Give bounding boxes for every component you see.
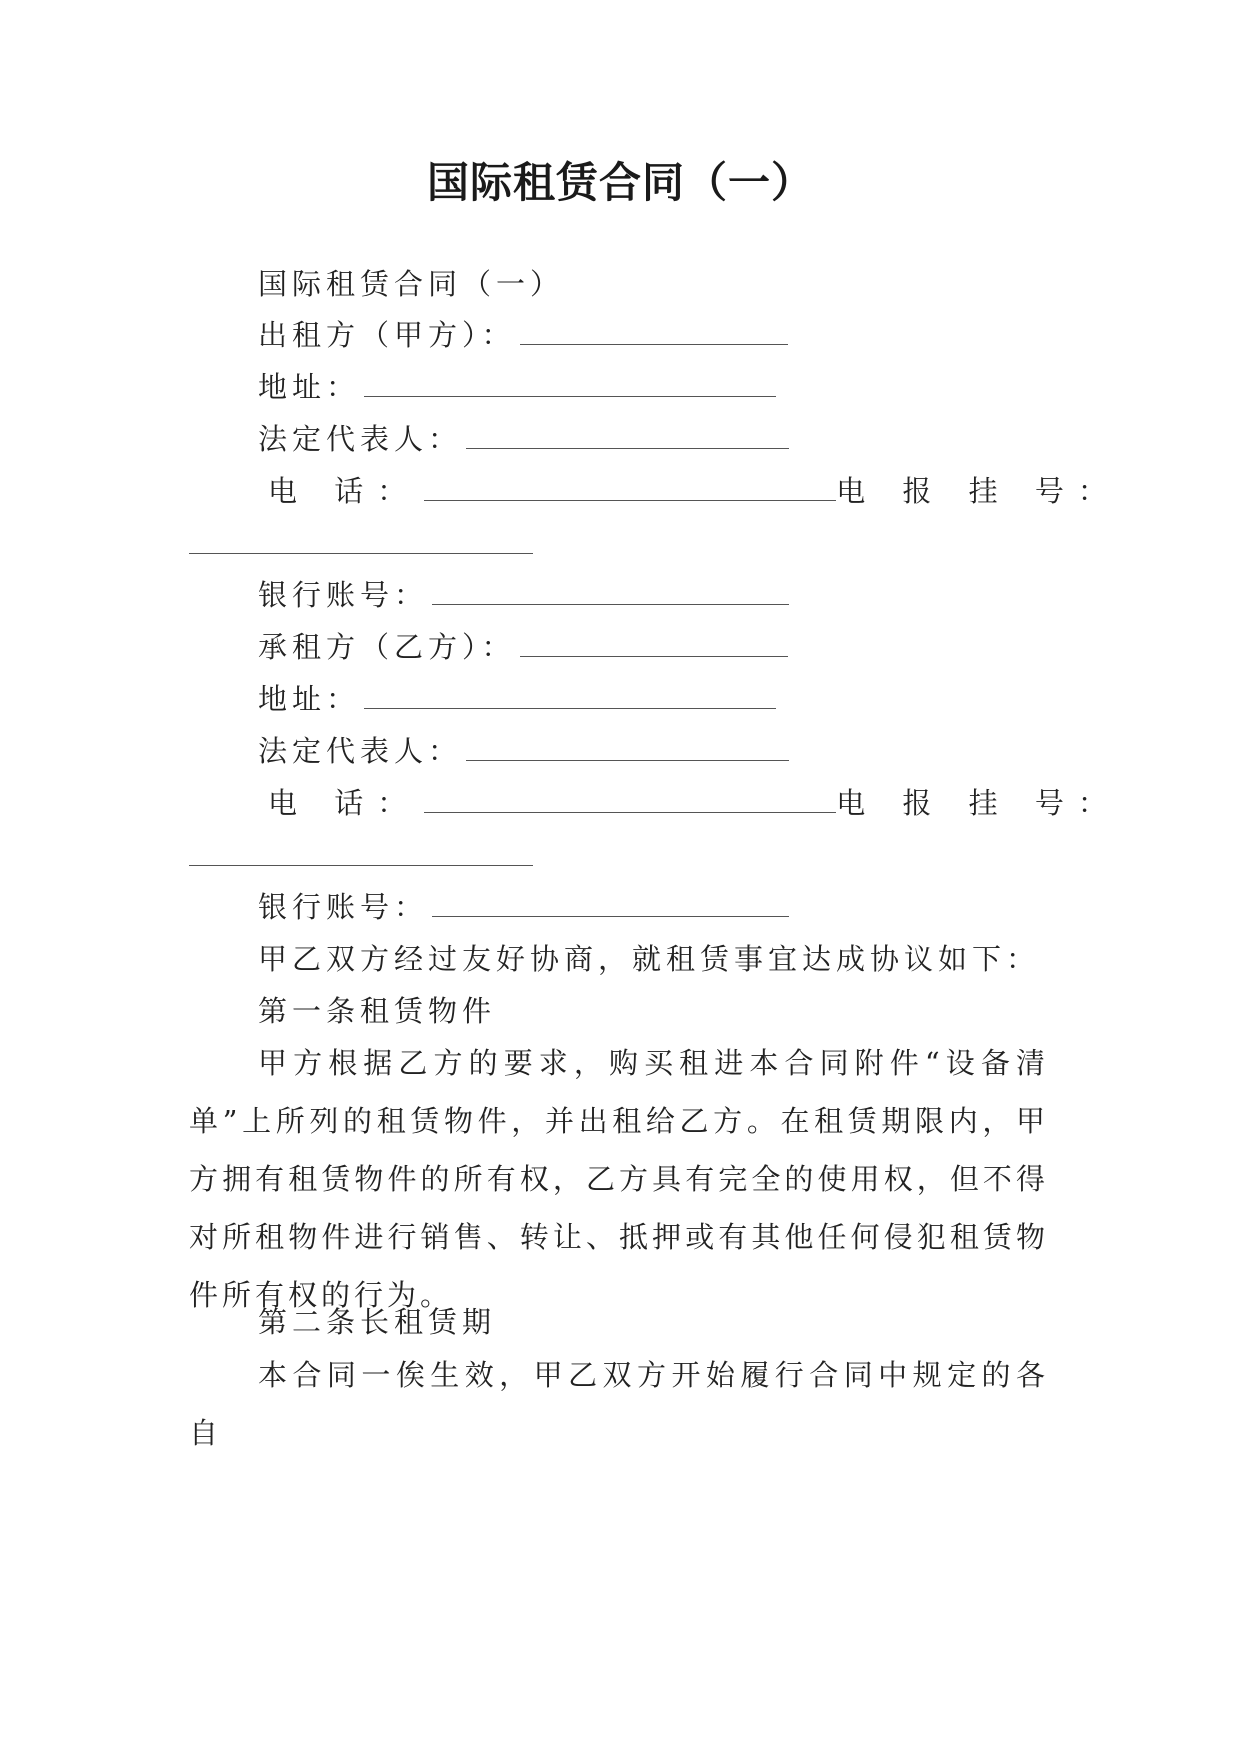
lessee-telegram-label: 电 报 挂 号：	[836, 786, 1121, 820]
lessor-legal-rep-blank	[466, 424, 789, 449]
lessor-address-label: 地址：	[258, 370, 361, 404]
article2-body: 本合同一俟生效，甲乙双方开始履行合同中规定的各自	[189, 1358, 1049, 1450]
lessor-telegram-blank	[189, 552, 533, 554]
intro-paragraph: 甲乙双方经过友好协商，就租赁事宜达成协议如下：	[258, 942, 1041, 976]
lessee-address-label: 地址：	[258, 682, 361, 716]
lessor-phone-label: 电 话：	[268, 474, 421, 508]
lessor-party-field	[258, 315, 788, 355]
lessor-legal-rep-field	[258, 419, 789, 459]
lessee-bank-label: 银行账号：	[258, 890, 429, 924]
lessor-address-field	[258, 367, 776, 407]
lessee-phone-blank	[424, 788, 836, 813]
lessor-bank-label: 银行账号：	[258, 578, 429, 612]
article2-heading: 第二条长租赁期	[258, 1305, 497, 1339]
lessee-address-blank	[364, 684, 776, 709]
lessor-party-blank	[520, 320, 788, 345]
lessee-phone-field	[268, 783, 1121, 823]
lessee-party-blank	[520, 632, 788, 657]
document-title: 国际租赁合同（一）	[426, 158, 814, 207]
lessor-phone-field	[268, 471, 1121, 511]
lessee-legal-rep-field	[258, 731, 789, 771]
article1-body: 甲方根据乙方的要求，购买租进本合同附件“设备清单”上所列的租赁物件，并出租给乙方。在租赁期限内，甲方拥有租赁物件的所有权，乙方具有完全的使用权，但不得对所租物件进行销售、转让、抵押或有其他任何侵犯租赁物件所有权的行为。	[189, 1046, 1049, 1312]
lessor-party-label: 出租方（甲方）：	[258, 318, 516, 352]
lessor-bank-field	[258, 575, 789, 615]
lessor-phone-blank	[424, 476, 836, 501]
lessee-legal-rep-label: 法定代表人：	[258, 734, 463, 768]
lessee-address-field	[258, 679, 776, 719]
lessee-telegram-blank	[189, 864, 533, 866]
article1-heading: 第一条租赁物件	[258, 994, 497, 1028]
lessee-party-field	[258, 627, 788, 667]
lessor-bank-blank	[432, 580, 789, 605]
lessor-telegram-label: 电 报 挂 号：	[836, 474, 1121, 508]
document-subtitle: 国际租赁合同（一）	[258, 267, 565, 301]
lessor-legal-rep-label: 法定代表人：	[258, 422, 463, 456]
lessor-address-blank	[364, 372, 776, 397]
lessee-phone-label: 电 话：	[268, 786, 421, 820]
lessee-bank-field	[258, 887, 789, 927]
lessee-legal-rep-blank	[466, 736, 789, 761]
lessee-party-label: 承租方（乙方）：	[258, 630, 516, 664]
lessee-bank-blank	[432, 892, 789, 917]
